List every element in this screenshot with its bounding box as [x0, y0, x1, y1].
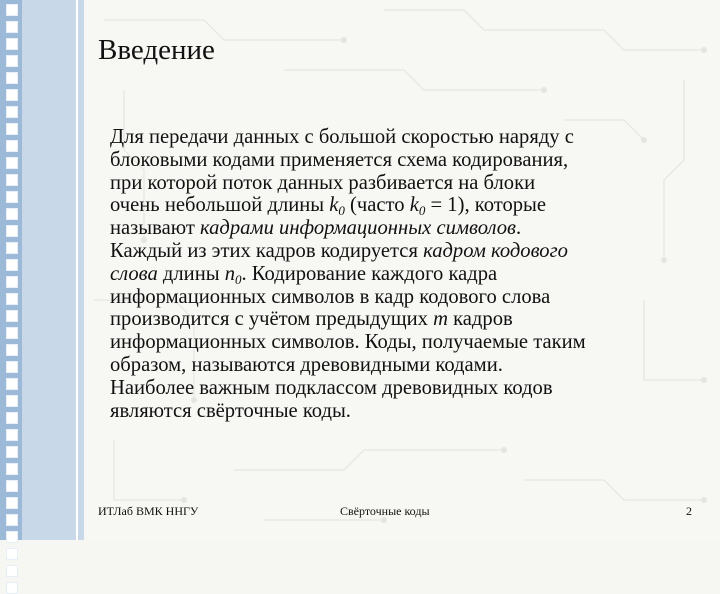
slide-title: Введение	[98, 34, 215, 66]
body-line: являются свёрточные коды.	[110, 399, 351, 422]
divider-line	[76, 0, 78, 540]
body-line: при которой поток данных разбивается на блоки	[110, 171, 536, 194]
body-line: Каждый из этих кадров кодируется кадром кодового	[110, 239, 568, 262]
square-pattern	[3, 4, 19, 594]
slide-body-text	[110, 126, 710, 422]
body-line: называют кадрами информационных символов.	[110, 217, 522, 240]
body-line: информационных символов. Коды, получаемые таким	[110, 331, 586, 354]
body-line: образом, называются древовидными кодами.	[110, 353, 503, 376]
left-decorative-strip	[0, 0, 84, 540]
body-line: Для передачи данных с большой скоростью наряду с	[110, 126, 574, 148]
footer-organization: ИТЛаб ВМК ННГУ	[98, 504, 199, 518]
slide-number: 2	[686, 504, 692, 518]
body-line: блоковыми кодами применяется схема кодирования,	[110, 148, 569, 171]
body-line: информационных символов в кадр кодового слова	[110, 285, 551, 308]
body-line: Наиболее важным подклассом древовидных кодов	[110, 376, 553, 399]
left-blue-band	[0, 0, 22, 540]
footer-topic: Свёрточные коды	[340, 504, 430, 518]
body-line: очень небольшой длины $k_0$ (часто $k_0 = 1$), которые	[110, 194, 547, 219]
body-line: производится с учётом предыдущих m кадров	[110, 308, 513, 331]
body-line: слова длины $n_0$. Кодирование каждого кадра	[110, 262, 498, 287]
